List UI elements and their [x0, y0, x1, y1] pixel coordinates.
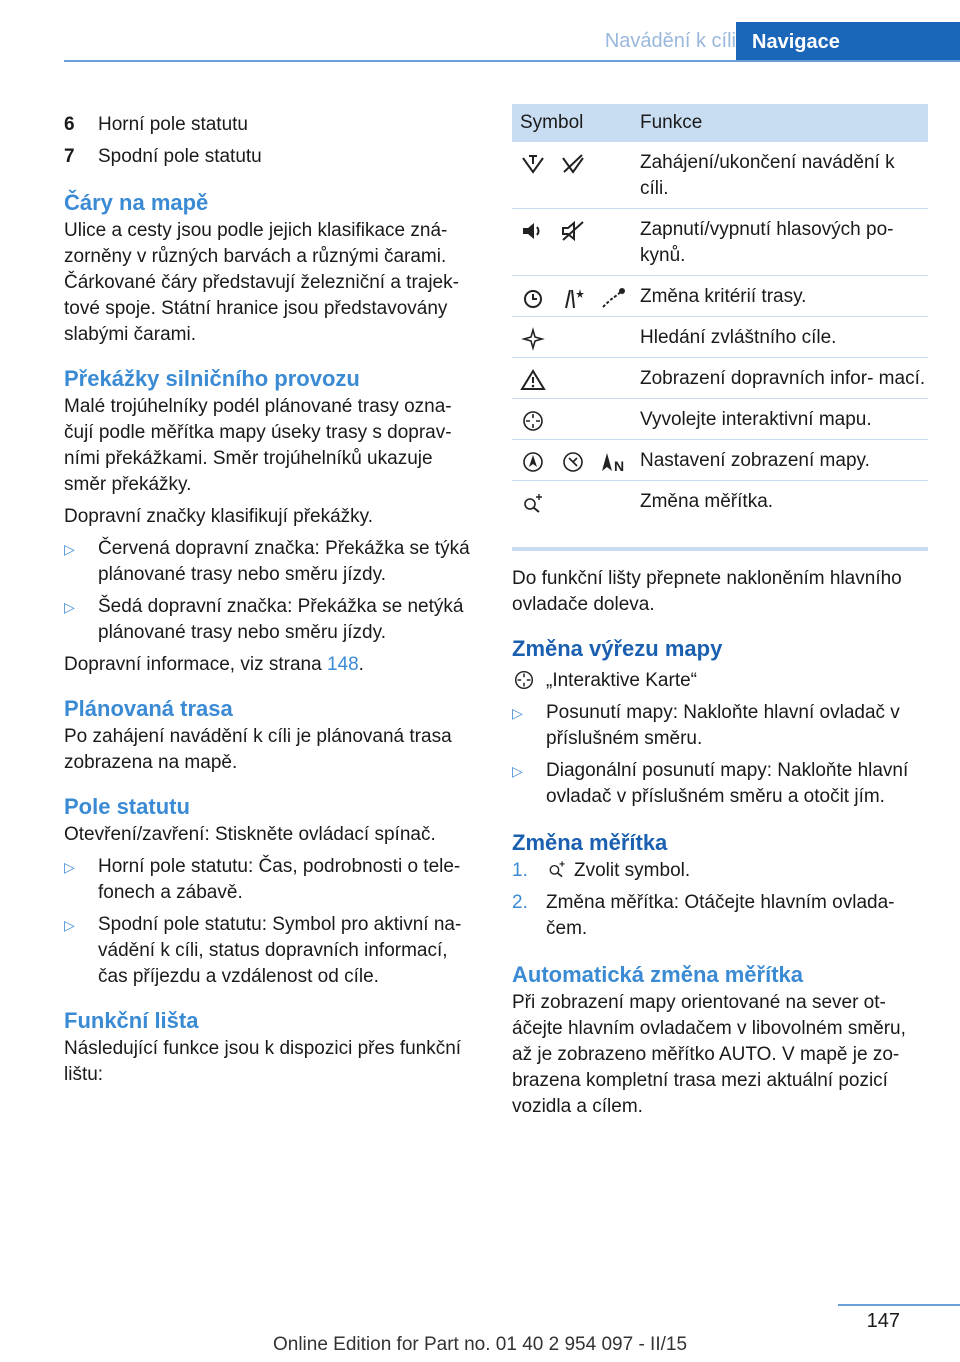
step-number: 1.	[512, 860, 528, 881]
map-north-icon	[600, 450, 626, 474]
special-destination-icon	[520, 327, 546, 351]
bullet-triangle-icon: ▷	[64, 859, 75, 875]
reference-text: Dopravní informace, viz strana	[64, 654, 327, 675]
bullet-text: Šedá dopravní značka: Překážka se netýká plánované trasy nebo směru jízdy.	[98, 596, 464, 643]
heading-map-lines: Čáry na mapě	[64, 190, 209, 215]
voice-off-icon	[560, 219, 586, 243]
symbol-cell	[512, 209, 640, 275]
route-stop-icon	[560, 152, 586, 176]
list-text: Spodní pole statutu	[98, 146, 262, 167]
function-cell: Hledání zvláštního cíle.	[640, 327, 837, 348]
page-number-rule	[838, 1304, 960, 1306]
symbol-table	[512, 104, 928, 551]
table-row	[512, 481, 928, 521]
zoom-icon	[520, 491, 546, 515]
traffic-warning-icon	[520, 368, 546, 392]
heading-auto-scale: Automatická změna měřítka	[512, 962, 803, 987]
map-direction-icon	[520, 450, 546, 474]
right-column	[512, 566, 928, 1120]
table-row	[512, 399, 928, 440]
interactive-map-icon	[512, 668, 546, 692]
symbol-cell	[512, 142, 640, 208]
left-column	[64, 112, 480, 1088]
table-bottom-rule	[512, 547, 928, 551]
symbol-cell	[512, 317, 640, 357]
highway-route-icon	[560, 286, 586, 310]
column-header-function: Funkce	[640, 112, 703, 133]
symbol-cell	[512, 440, 640, 480]
paragraph-obstacles: Malé trojúhelníky podél plánované trasy ozna‐ čují podle měřítka mapy úseky trasy s doprav‐ ními překážkami. Směr trojúhelníků ukazuje směr překážky.	[64, 396, 452, 495]
header-chapter-tab: Navigace	[736, 22, 960, 62]
heading-status-field: Pole statutu	[64, 794, 190, 819]
bullet-triangle-icon: ▷	[64, 599, 75, 615]
bullet-triangle-icon: ▷	[512, 705, 523, 721]
bullet-text: Horní pole statutu: Čas, podrobnosti o tele‐ fonech a zábavě.	[98, 856, 461, 903]
table-row	[512, 440, 928, 481]
interactive-map-icon	[520, 409, 546, 433]
header-rule	[64, 60, 960, 62]
paragraph-status-field: Otevření/zavření: Stiskněte ovládací spínač.	[64, 824, 436, 845]
table-row	[512, 358, 928, 399]
step-text: Zvolit symbol.	[574, 860, 691, 881]
page-number: 147	[866, 1310, 900, 1332]
table-row	[512, 142, 928, 209]
svg-text:N: N	[614, 458, 625, 474]
heading-change-scale: Změna měřítka	[512, 830, 668, 855]
function-cell: Zahájení/ukončení navádění k cíli.	[640, 152, 895, 199]
bullet-text: Diagonální posunutí mapy: Nakloňte hlavní ovladač v příslušném směru a otočit jím.	[546, 760, 909, 807]
list-text: Horní pole statutu	[98, 114, 248, 135]
list-number: 6	[64, 114, 75, 135]
function-cell: Změna kritérií trasy.	[640, 286, 807, 307]
reference-end: .	[358, 654, 364, 675]
function-cell: Vyvolejte interaktivní mapu.	[640, 409, 872, 430]
header-section-title: Navádění k cíli	[604, 30, 736, 52]
page-link[interactable]: 148	[326, 654, 359, 675]
step-item	[512, 858, 928, 884]
paragraph-map-lines: Ulice a cesty jsou podle jejich klasifikace zná‐ zorněny v různých barvách a různými čarami. Čárkované čáry představují železniční a trajek‐ tové spoje. Státní hranice jsou představovány slabými čarami.	[64, 220, 459, 345]
bullet-text: Spodní pole statutu: Symbol pro aktivní na‐ vádění k cíli, status dopravních informací, čas příjezdu a vzdálenost od cíle.	[98, 914, 462, 987]
bullet-item	[64, 536, 480, 588]
paragraph-traffic-signs: Dopravní značky klasifikují překážky.	[64, 506, 374, 527]
bullet-text: Posunutí mapy: Nakloňte hlavní ovladač v příslušném směru.	[546, 702, 900, 749]
function-cell: Zapnutí/vypnutí hlasových po‐ kynů.	[640, 219, 894, 266]
bullet-item	[512, 758, 928, 810]
heading-planned-route: Plánovaná trasa	[64, 696, 233, 721]
paragraph-planned-route: Po zahájení navádění k cíli je plánovaná trasa zobrazena na mapě.	[64, 726, 452, 773]
symbol-cell	[512, 276, 640, 316]
function-cell: Změna měřítka.	[640, 491, 774, 512]
scenic-route-icon	[600, 286, 626, 310]
heading-map-section: Změna výřezu mapy	[512, 636, 723, 661]
symbol-cell	[512, 481, 640, 521]
paragraph-reference	[64, 652, 480, 678]
table-row	[512, 276, 928, 317]
zoom-icon	[546, 858, 574, 882]
bullet-item	[64, 854, 480, 906]
bullet-item	[64, 594, 480, 646]
bullet-triangle-icon: ▷	[64, 541, 75, 557]
voice-on-icon	[520, 219, 546, 243]
symbol-caption: „Interaktive Karte“	[546, 670, 697, 691]
function-cell: Zobrazení dopravních infor‐ mací.	[640, 368, 926, 389]
map-perspective-icon	[560, 450, 586, 474]
paragraph-function-bar-switch: Do funkční lišty přepnete nakloněním hlavního ovladače doleva.	[512, 568, 902, 615]
list-item	[64, 144, 480, 170]
step-item	[512, 890, 928, 942]
function-cell: Nastavení zobrazení mapy.	[640, 450, 870, 471]
bullet-triangle-icon: ▷	[512, 763, 523, 779]
column-header-symbol: Symbol	[520, 112, 584, 133]
edition-footer: Online Edition for Part no. 01 40 2 954 097 - II/15	[272, 1334, 688, 1355]
step-text: Změna měřítka: Otáčejte hlavním ovlada‐ čem.	[546, 892, 895, 939]
bullet-text: Červená dopravní značka: Překážka se týká plánované trasy nebo směru jízdy.	[98, 538, 470, 585]
list-item	[64, 112, 480, 138]
symbol-cell	[512, 358, 640, 398]
table-row	[512, 317, 928, 358]
step-number: 2.	[512, 892, 528, 913]
heading-function-bar: Funkční lišta	[64, 1008, 199, 1033]
paragraph-function-bar: Následující funkce jsou k dispozici přes funkční lištu:	[64, 1038, 462, 1085]
route-start-icon	[520, 152, 546, 176]
list-number: 7	[64, 146, 75, 167]
symbol-caption-row	[512, 668, 928, 694]
clock-route-icon	[520, 286, 546, 310]
bullet-item	[64, 912, 480, 990]
bullet-triangle-icon: ▷	[64, 917, 75, 933]
paragraph-auto-scale: Při zobrazení mapy orientované na sever ot‐ áčejte hlavním ovladačem v libovolném směru, až je zobrazeno měřítko AUTO. V mapě je zo‐ brazena kompletní trasa mezi aktuální pozicí vozidla a cílem.	[512, 992, 906, 1117]
heading-obstacles: Překážky silničního provozu	[64, 366, 360, 391]
bullet-item	[512, 700, 928, 752]
symbol-cell	[512, 399, 640, 439]
table-row	[512, 209, 928, 276]
table-header	[512, 104, 928, 142]
